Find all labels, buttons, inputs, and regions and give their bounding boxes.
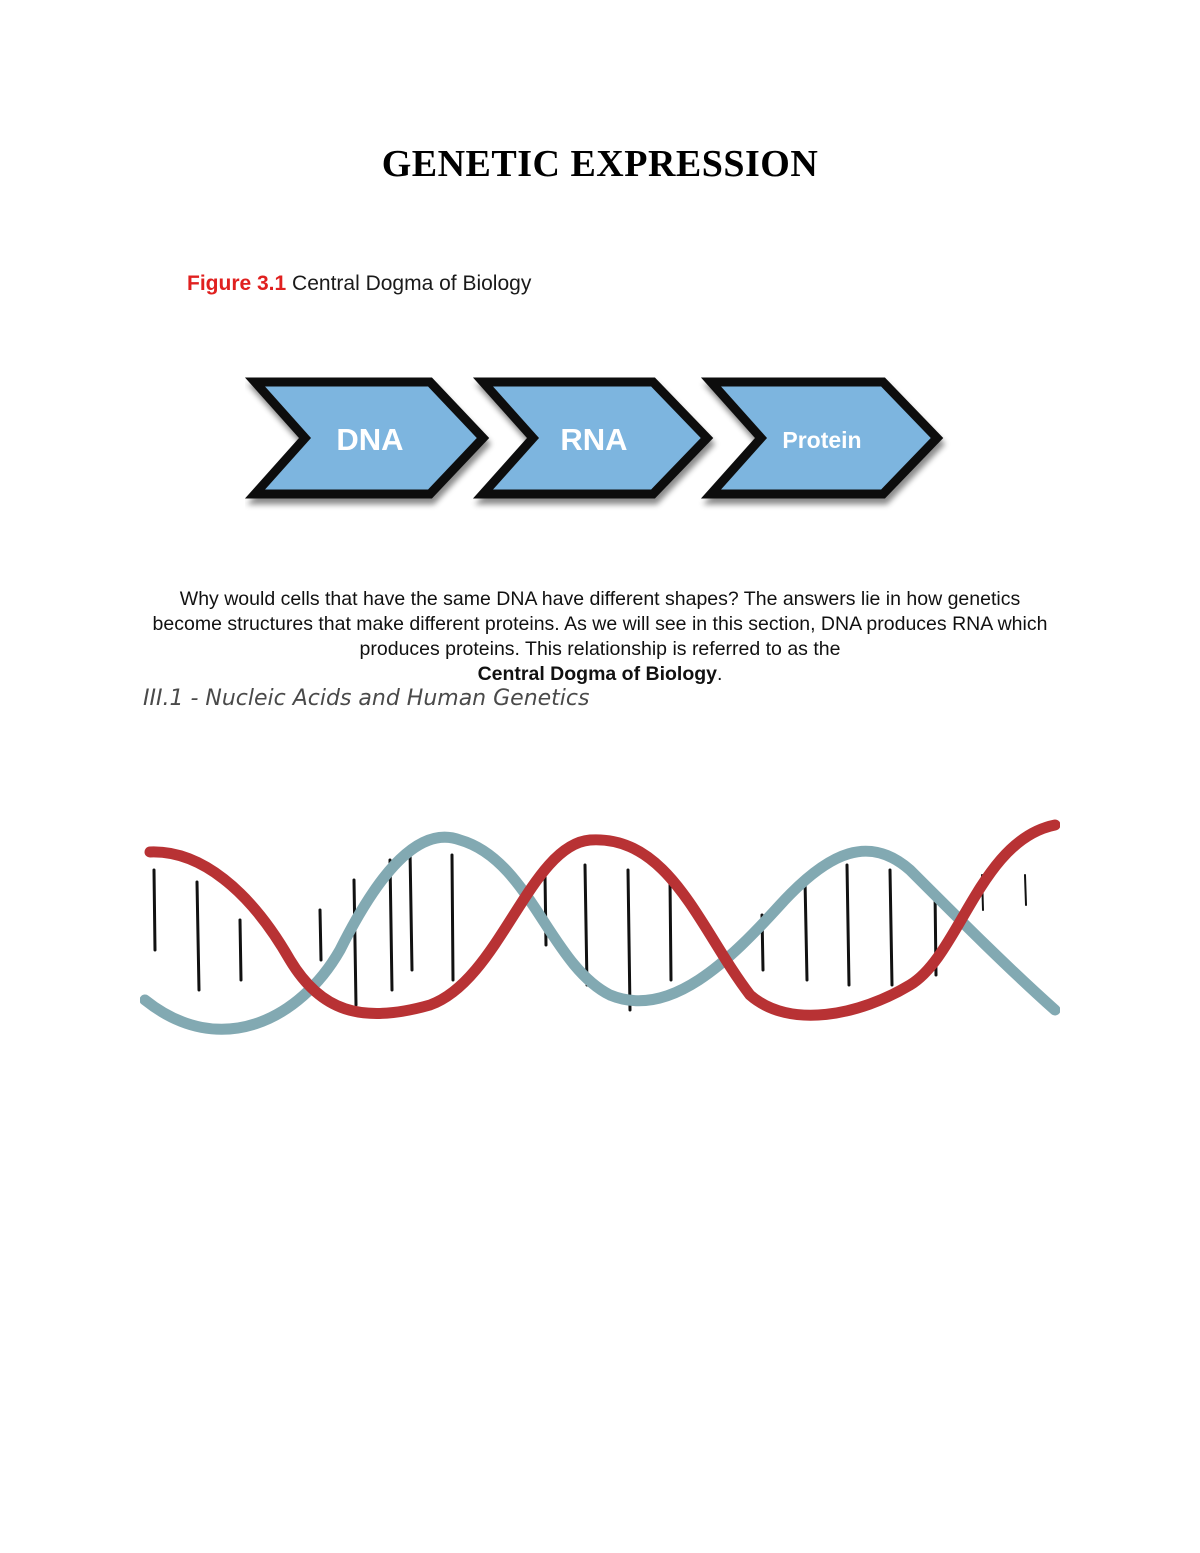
dna-helix-illustration bbox=[140, 810, 1060, 1050]
intro-emphasis: Central Dogma of Biology bbox=[477, 663, 717, 685]
intro-end: . bbox=[717, 663, 723, 685]
page-title: GENETIC EXPRESSION bbox=[381, 143, 819, 185]
figure-label: Figure 3.1 bbox=[187, 272, 287, 295]
central-dogma-flow bbox=[245, 372, 955, 512]
section-heading: III.1 - Nucleic Acids and Human Genetics bbox=[143, 686, 590, 711]
intro-text: Why would cells that have the same DNA have different shapes? The answers lie in how genetics become structures that make different proteins. As we will see in this section, DNA produces RNA which produces proteins. This relationship is referred to as the bbox=[152, 588, 1048, 660]
chevron-protein-label: Protein bbox=[782, 427, 862, 453]
chevron-dna-label: DNA bbox=[336, 422, 404, 457]
figure-caption-text: Central Dogma of Biology bbox=[292, 272, 532, 295]
chevron-rna-label: RNA bbox=[560, 422, 628, 457]
intro-paragraph bbox=[150, 587, 1050, 687]
central-dogma-diagram bbox=[245, 372, 955, 512]
figure-caption bbox=[187, 272, 531, 296]
dna-helix-icon bbox=[140, 810, 1060, 1050]
helix-strand-blue bbox=[145, 837, 1055, 1029]
